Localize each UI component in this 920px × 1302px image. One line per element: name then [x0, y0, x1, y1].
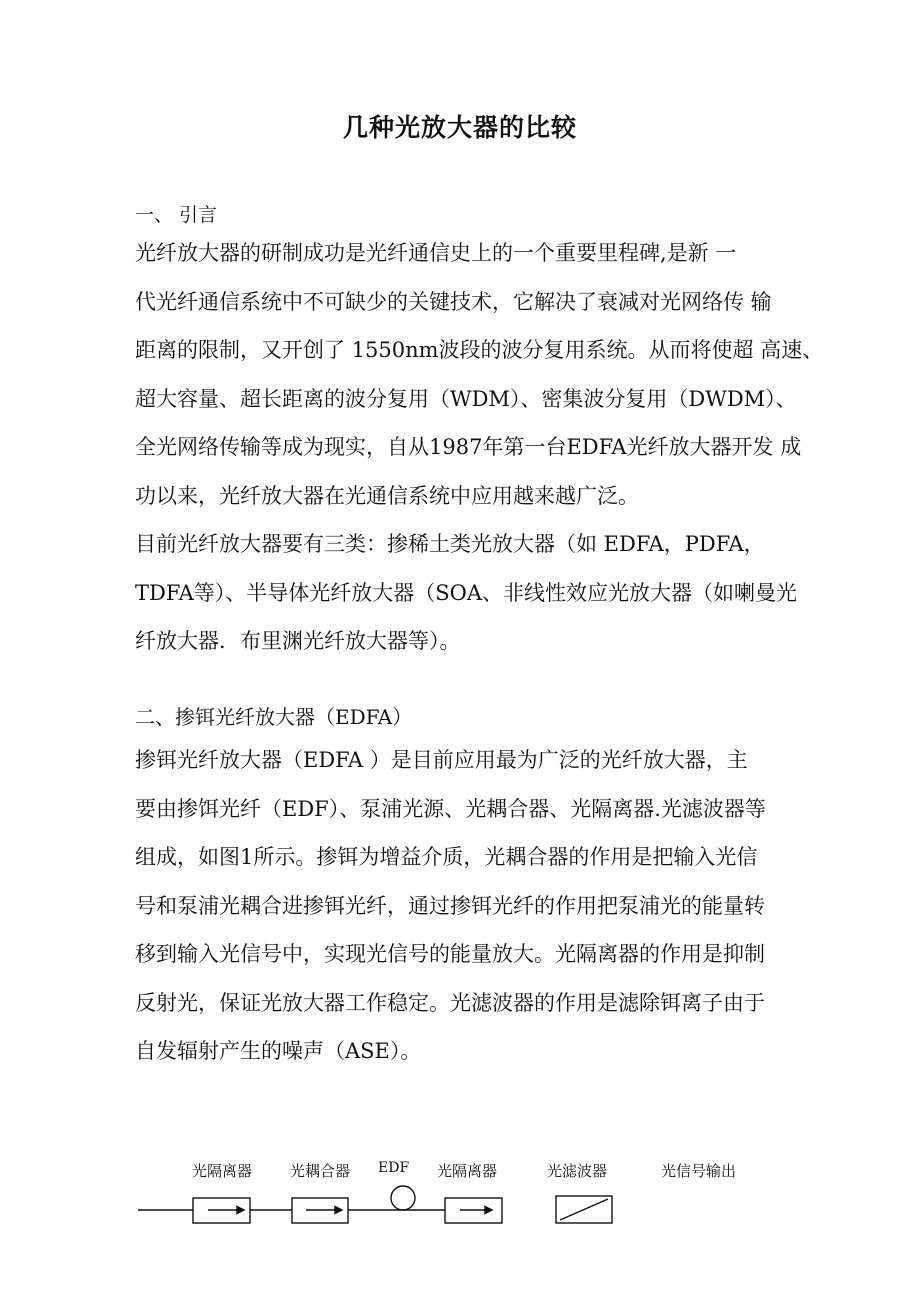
- text-line: 超大容量、超长距离的波分复用（WDM）、密集波分复用（DWDM）、: [135, 386, 797, 411]
- arrow-head: [485, 1207, 492, 1214]
- section-heading-edfa: 二、掺铒光纤放大器（EDFA）: [135, 705, 413, 729]
- edf-coil: [391, 1186, 415, 1210]
- document-title: 几种光放大器的比较: [342, 113, 577, 142]
- text-line: 光纤放大器的研制成功是光纤通信史上的一个重要里程碑,是新 一: [135, 241, 737, 265]
- label-edf: EDF: [378, 1160, 410, 1176]
- edfa-paragraph: [135, 736, 795, 1076]
- label-filter: 光滤波器: [547, 1162, 608, 1180]
- edfa-diagram: [0, 1160, 920, 1240]
- text-line: 组成，如图1所示。掺铒为增益介质，光耦合器的作用是把输入光信: [135, 845, 758, 869]
- label-coupler: 光耦合器: [290, 1162, 351, 1180]
- text-line: 号和泵浦光耦合进掺铒光纤，通过掺铒光纤的作用把泵浦光的能量转: [135, 893, 765, 918]
- text-line: 全光网络传输等成为现实，自从1987年第一台EDFA光纤放大器开发 成: [135, 435, 802, 459]
- text-line: 距离的限制，又开创了 1550nm波段的波分复用系统。从而将使超 高速、: [135, 338, 824, 362]
- text-line: 代光纤通信系统中不可缺少的关键技术，它解决了衰减对光网络传 输: [135, 289, 772, 314]
- intro-paragraph-1: [135, 229, 824, 520]
- arrow-head: [335, 1207, 342, 1214]
- text-line: 反射光，保证光放大器工作稳定。光滤波器的作用是滤除铒离子由于: [135, 990, 765, 1015]
- label-isolator-1: 光隔离器: [192, 1162, 253, 1180]
- intro-paragraph-2: [135, 520, 798, 666]
- section-heading-intro: 一、 引言: [135, 204, 218, 226]
- text-line: TDFA等）、半导体光纤放大器（SOA、非线性效应光放大器（如喇曼光: [135, 580, 798, 605]
- text-line: 目前光纤放大器要有三类：掺稀土类光放大器（如 EDFA，PDFA，: [135, 532, 765, 556]
- text-line: 移到输入光信号中，实现光信号的能量放大。光隔离器的作用是抑制: [135, 942, 765, 966]
- label-isolator-2: 光隔离器: [437, 1162, 498, 1180]
- label-output: 光信号输出: [661, 1162, 737, 1180]
- text-line: 掺铒光纤放大器（EDFA ）是目前应用最为广泛的光纤放大器，主: [135, 748, 748, 772]
- text-line: 自发辐射产生的噪声（ASE）。: [135, 1039, 422, 1063]
- text-line: 要由掺饵光纤（EDF）、泵浦光源、光耦合器、光隔离器.光滤波器等: [135, 796, 766, 821]
- diagram-drawing: [0, 1160, 920, 1240]
- text-line: 纤放大器．布里渊光纤放大器等）。: [135, 629, 461, 653]
- text-line: 功以来，光纤放大器在光通信系统中应用越来越广泛。: [135, 483, 639, 508]
- arrow-head: [237, 1207, 244, 1214]
- filter-diagonal: [560, 1199, 608, 1220]
